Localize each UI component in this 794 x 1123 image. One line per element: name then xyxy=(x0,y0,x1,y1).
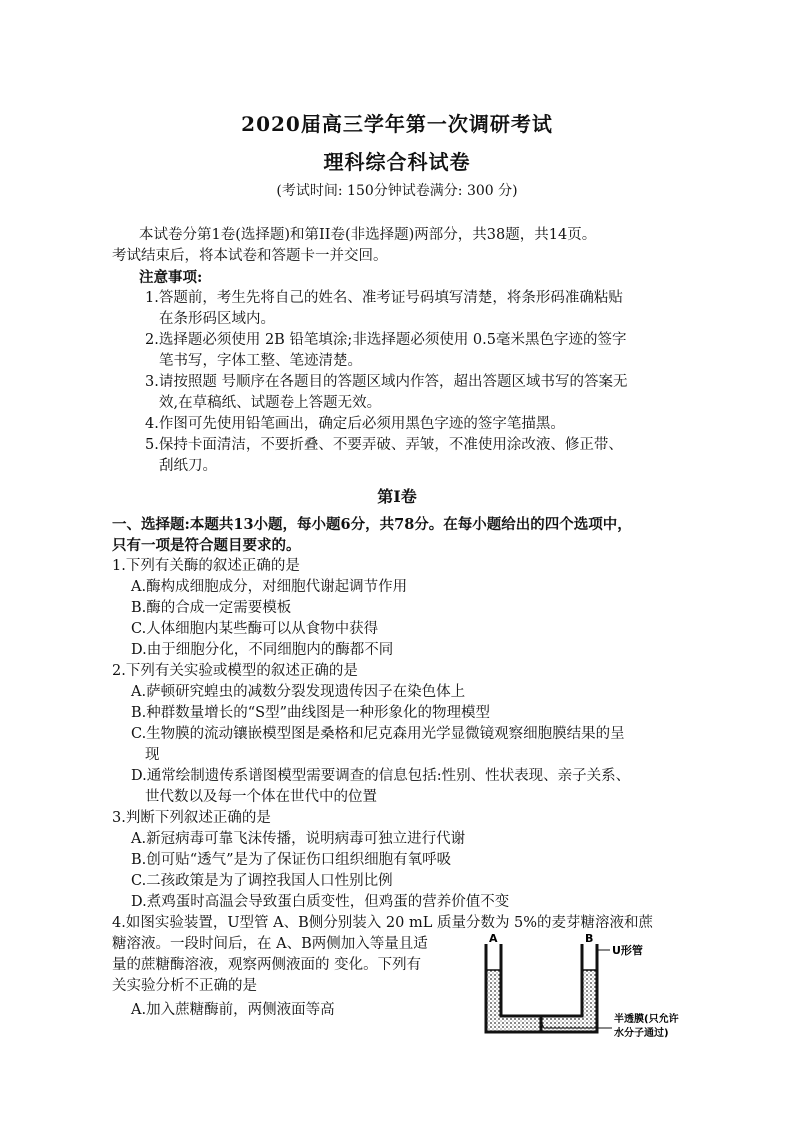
notice-item: 效,在草稿纸、试题卷上答题无效。 xyxy=(159,395,382,411)
question-stem: 1.下列有关酶的叙述正确的是 xyxy=(112,558,300,574)
question-stem-cont: 量的蔗糖酶溶液，观察两侧液面的 变化。下列有 xyxy=(112,957,422,973)
question-option-cont: 现 xyxy=(145,747,160,763)
intro-line-2: 考试结束后，将本试卷和答题卡一并交回。 xyxy=(112,248,388,264)
notice-item: 刮纸刀。 xyxy=(159,458,217,474)
section-instruction-2: 只有一项是符合题目要求的。 xyxy=(112,537,301,554)
question-option: C.人体细胞内某些酶可以从食物中获得 xyxy=(131,621,379,637)
notice-item: 1.答题前，考生先将自己的姓名、准考证号码填写清楚，将条形码准确粘贴 xyxy=(145,290,623,306)
question-option: A.酶构成细胞成分，对细胞代谢起调节作用 xyxy=(131,579,408,595)
notice-item: 4.作图可先使用铅笔画出，确定后必须用黑色字迹的签字笔描黑。 xyxy=(145,416,565,432)
question-option: C.生物膜的流动镶嵌模型图是桑格和尼克森用光学显微镜观察细胞膜结果的呈 xyxy=(131,726,625,742)
notice-item: 5.保持卡面清洁，不要折叠、不要弄破、弄皱，不准使用涂改液、修正带、 xyxy=(145,437,623,453)
label-b: B xyxy=(585,932,594,945)
section-instruction-1: 一、选择题:本题共13小题，每小题6分，共78分。在每小题给出的四个选项中， xyxy=(112,516,632,533)
u-tube-figure xyxy=(462,930,697,1045)
exam-title: 2020届高三学年第一次调研考试 xyxy=(241,112,553,136)
tube-inner-wall xyxy=(501,944,582,1016)
question-option: A.萨顿研究蝗虫的减数分裂发现遗传因子在染色体上 xyxy=(131,684,466,700)
question-option: D.煮鸡蛋时高温会导致蛋白质变性，但鸡蛋的营养价值不变 xyxy=(131,894,510,910)
question-stem: 4.如图实验装置，U型管 A、B侧分别装入 20 mL 质量分数为 5%的麦芽糖溶液和蔗 xyxy=(112,915,654,931)
question-option: D.通常绘制遗传系谱图模型需要调查的信息包括:性别、性状表现、亲子关系、 xyxy=(131,768,631,784)
question-option: B.酶的合成一定需要模板 xyxy=(131,600,292,616)
notice-item: 3.请按照题 号顺序在各题目的答题区域内作答，超出答题区域书写的答案无 xyxy=(145,374,628,390)
notice-item: 在条形码区域内。 xyxy=(159,311,275,327)
label-a: A xyxy=(489,932,498,945)
u-tube-diagram xyxy=(462,930,697,1045)
question-stem: 3.判断下列叙述正确的是 xyxy=(112,810,271,826)
question-stem-cont: 关实验分析不正确的是 xyxy=(112,978,257,994)
question-option: C.二孩政策是为了调控我国人口性别比例 xyxy=(131,873,393,889)
question-stem-cont: 糖溶液。一段时间后，在 A、B两侧加入等量且适 xyxy=(112,936,428,952)
notice-item: 笔书写，字体工整、笔迹清楚。 xyxy=(159,353,362,369)
u-tube-label: U形管 xyxy=(612,944,643,957)
question-option: A.新冠病毒可靠飞沫传播，说明病毒可独立进行代谢 xyxy=(131,831,466,847)
question-stem: 2.下列有关实验或模型的叙述正确的是 xyxy=(112,663,358,679)
exam-info: (考试时间: 150分钟试卷满分: 300 分) xyxy=(276,183,518,199)
question-option: B.创可贴“透气”是为了保证伤口组织细胞有氧呼吸 xyxy=(131,852,452,868)
membrane-label-2: 水分子通过) xyxy=(614,1028,669,1039)
notice-item: 2.选择题必须使用 2B 铅笔填涂;非选择题必须使用 0.5毫米黑色字迹的签字 xyxy=(145,332,627,348)
notice-heading: 注意事项: xyxy=(139,269,203,286)
question-option: B.种群数量增长的“S型”曲线图是一种形象化的物理模型 xyxy=(131,705,491,721)
question-option: D.由于细胞分化，不同细胞内的酶都不同 xyxy=(131,642,394,658)
section-heading: 第I卷 xyxy=(377,487,417,506)
intro-line-1: 本试卷分第1卷(选择题)和第II卷(非选择题)两部分，共38题，共14页。 xyxy=(139,227,597,243)
membrane-label-1: 半透膜(只允许 xyxy=(614,1014,679,1025)
exam-subject: 理科综合科试卷 xyxy=(323,150,471,174)
question-option-cont: 世代数以及每一个体在世代中的位置 xyxy=(145,789,377,805)
question-option: A.加入蔗糖酶前，两侧液面等高 xyxy=(131,1002,335,1018)
